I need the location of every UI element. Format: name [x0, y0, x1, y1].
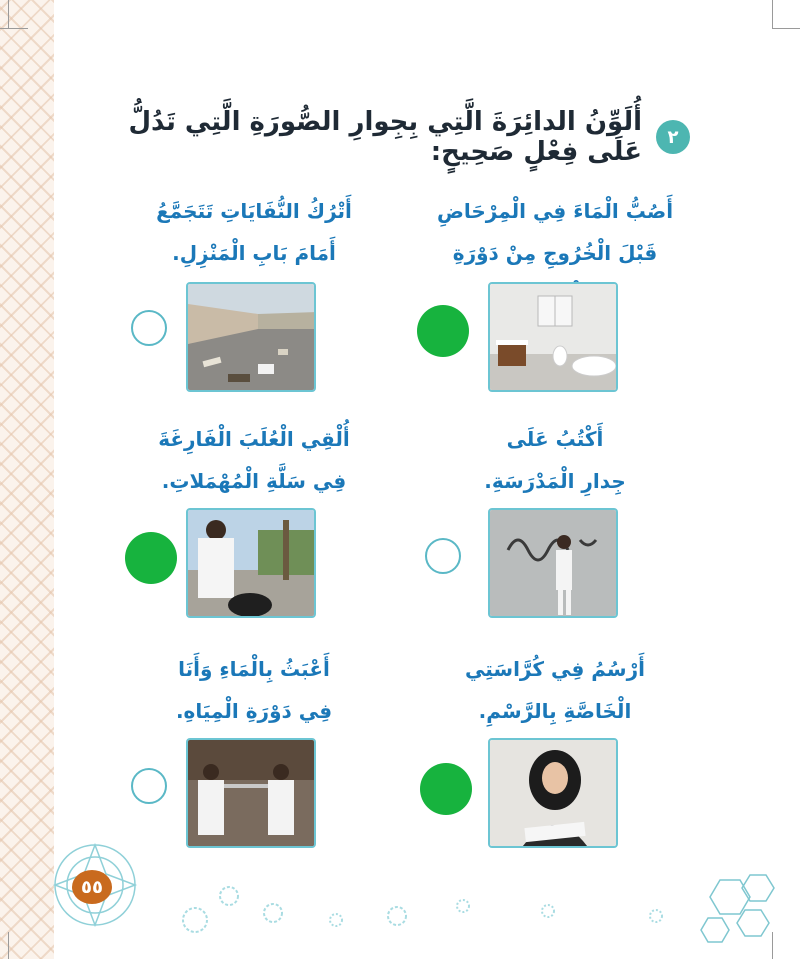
small-rosette-icon	[648, 908, 664, 924]
item-caption-line2: الْخَاصَّةِ بِالرَّسْمِ.	[478, 699, 632, 723]
answer-circle-empty[interactable]	[131, 768, 167, 804]
crop-mark	[8, 0, 9, 28]
small-rosette-icon	[455, 898, 471, 914]
item-caption-line2: قَبْلَ الْخُرُوجِ مِنْ دَوْرَةِ	[452, 241, 658, 265]
page-number: ٥٥	[72, 870, 112, 904]
exercise-header	[90, 107, 690, 167]
small-rosette-icon	[328, 912, 344, 928]
answer-circle-empty[interactable]	[131, 310, 167, 346]
bin-photo	[186, 508, 316, 618]
answer-circle-filled[interactable]	[420, 763, 472, 815]
water-play-photo	[186, 738, 316, 848]
item-caption-line1: أَرْسُمُ فِي كُرَّاسَتِي	[465, 657, 645, 681]
item-caption-line1: أُلْقِي الْعُلَبَ الْفَارِغَةَ	[158, 427, 350, 451]
item-wall-writing	[425, 418, 685, 502]
small-rosette-icon	[262, 902, 284, 924]
wall-writing-photo	[488, 508, 618, 618]
small-rosette-icon	[386, 905, 408, 927]
crop-mark	[772, 28, 800, 29]
small-rosette-icon	[218, 885, 240, 907]
answer-circle-empty[interactable]	[425, 538, 461, 574]
item-caption-line2: أَمَامَ بَابِ الْمَنْزِلِ.	[172, 241, 336, 265]
crop-mark	[8, 932, 9, 959]
item-caption-line2: فِي سَلَّةِ الْمُهْمَلاتِ.	[161, 469, 347, 493]
geometric-corner-ornament-icon	[700, 870, 780, 945]
item-caption-line1: أَتْرُكُ النُّفَايَاتِ تَتَجَمَّعُ	[156, 199, 352, 223]
exercise-number-badge: ٢	[656, 120, 690, 154]
item-bin	[124, 418, 384, 502]
small-rosette-icon	[180, 905, 210, 935]
answer-circle-filled[interactable]	[125, 532, 177, 584]
exercise-instruction: أُلَوِّنُ الدائِرَةَ الَّتِي بِجِوارِ الصُّورَةِ الَّتِي تَدُلُّ عَلَى فِعْلٍ صَحِيحٍ:	[128, 107, 642, 167]
item-trash-street	[124, 190, 384, 274]
crop-mark	[0, 28, 28, 29]
item-caption-line1: أَصُبُّ الْمَاءَ فِي الْمِرْحَاضِ	[436, 199, 674, 223]
item-caption-line1: أَكْتُبُ عَلَى	[506, 427, 604, 451]
bathroom-photo	[488, 282, 618, 392]
trash-street-photo	[186, 282, 316, 392]
crop-mark	[772, 0, 773, 28]
answer-circle-filled[interactable]	[417, 305, 469, 357]
item-caption-line2: فِي دَوْرَةِ الْمِيَاهِ.	[175, 699, 333, 723]
item-girl-drawing	[425, 648, 685, 732]
decorative-side-border	[0, 0, 62, 959]
item-caption-line2: جِدارِ الْمَدْرَسَةِ.	[484, 469, 626, 493]
girl-drawing-photo	[488, 738, 618, 848]
small-rosette-icon	[540, 903, 556, 919]
item-caption-line1: أَعْبَثُ بِالْمَاءِ وَأَنَا	[178, 657, 330, 681]
item-water-play	[124, 648, 384, 732]
